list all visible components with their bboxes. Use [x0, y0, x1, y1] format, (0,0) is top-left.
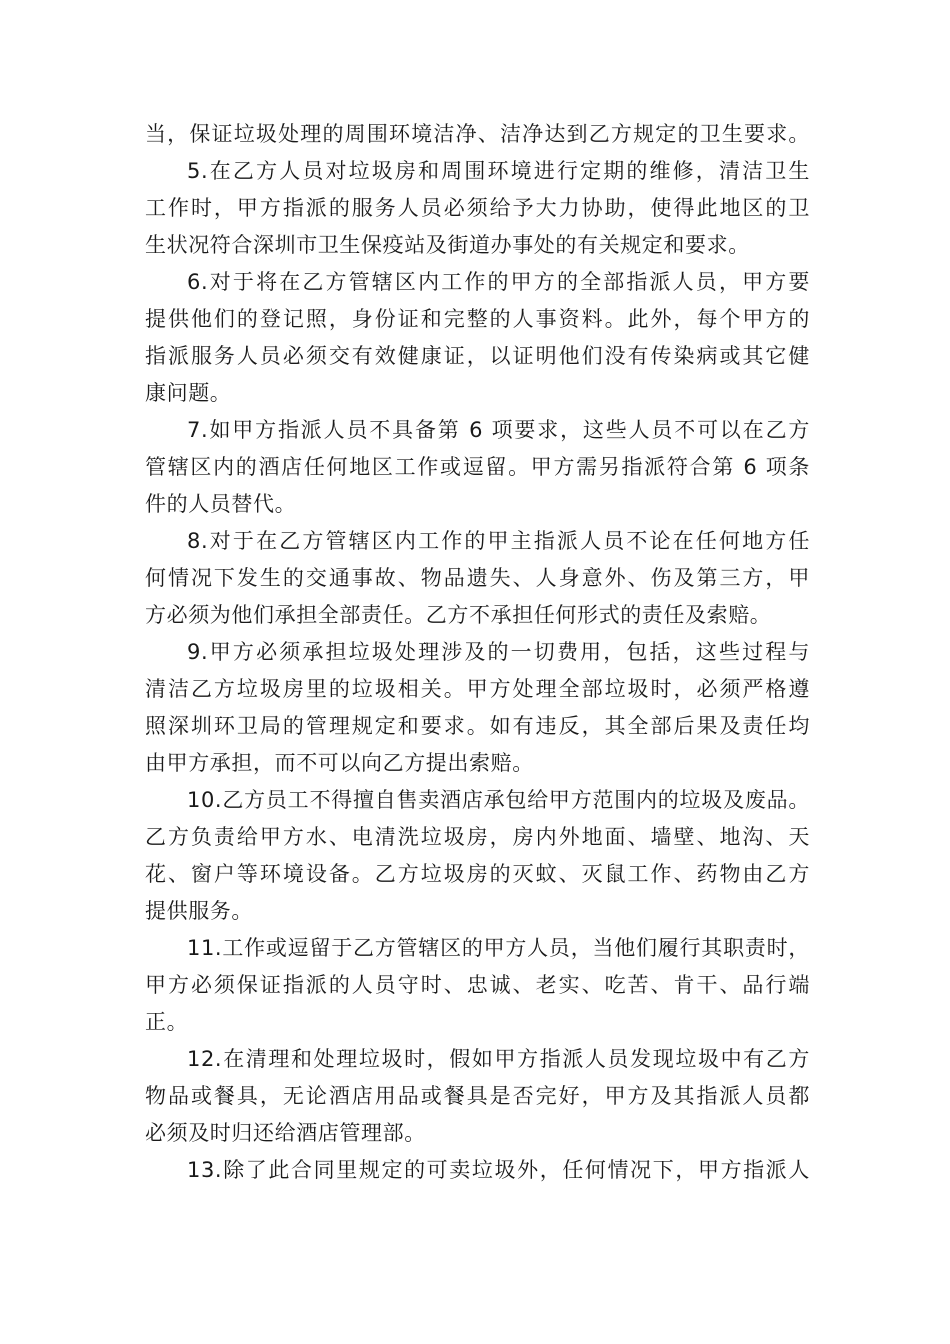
- text-line: 清洁乙方垃圾房里的垃圾相关。甲方处理全部垃圾时，必须严格遵: [145, 677, 810, 701]
- text-line: 提供他们的登记照，身份证和完整的人事资料。此外，每个甲方的: [145, 307, 810, 331]
- clause-10-line: 10.乙方员工不得擅自售卖酒店承包给甲方范围内的垃圾及废品。: [187, 788, 810, 812]
- text-line: 工作时，甲方指派的服务人员必须给予大力协助，使得此地区的卫: [145, 196, 810, 220]
- clause-9-line: 9.甲方必须承担垃圾处理涉及的一切费用，包括，这些过程与: [187, 640, 810, 664]
- text-line: 件的人员替代。: [145, 492, 297, 516]
- clause-5-line: 5.在乙方人员对垃圾房和周围环境进行定期的维修，清洁卫生: [187, 159, 810, 183]
- text-line: 提供服务。: [145, 899, 253, 923]
- clause-8-line: 8.对于在乙方管辖区内工作的甲主指派人员不论在任何地方任: [187, 529, 810, 553]
- clause-6-line: 6.对于将在乙方管辖区内工作的甲方的全部指派人员，甲方要: [187, 270, 810, 294]
- text-line: 花、窗户等环境设备。乙方垃圾房的灭蚊、灭鼠工作、药物由乙方: [145, 862, 810, 886]
- text-line: 必须及时归还给酒店管理部。: [145, 1121, 426, 1145]
- text-line: 生状况符合深圳市卫生保疫站及街道办事处的有关规定和要求。: [145, 233, 750, 257]
- text-line: 由甲方承担，而不可以向乙方提出索赔。: [145, 751, 534, 775]
- text-line: 指派服务人员必须交有效健康证，以证明他们没有传染病或其它健: [145, 344, 810, 368]
- text-line: 方必须为他们承担全部责任。乙方不承担任何形式的责任及索赔。: [145, 603, 772, 627]
- text-line: 照深圳环卫局的管理规定和要求。如有违反，其全部后果及责任均: [145, 714, 810, 738]
- text-line: 何情况下发生的交通事故、物品遗失、人身意外、伤及第三方，甲: [145, 566, 810, 590]
- text-line: 管辖区内的酒店任何地区工作或逗留。甲方需另指派符合第 6 项条: [145, 455, 810, 479]
- text-line: 甲方必须保证指派的人员守时、忠诚、老实、吃苦、肯干、品行端: [145, 973, 810, 997]
- text-line: 当，保证垃圾处理的周围环境洁净、洁净达到乙方规定的卫生要求。: [145, 122, 810, 146]
- clause-13-line: 13.除了此合同里规定的可卖垃圾外，任何情况下，甲方指派人: [187, 1158, 810, 1182]
- text-line: 正。: [145, 1010, 189, 1034]
- contract-text-body: [145, 116, 810, 1189]
- text-line: 物品或餐具，无论酒店用品或餐具是否完好，甲方及其指派人员都: [145, 1084, 810, 1108]
- text-line: 乙方负责给甲方水、电清洗垃圾房，房内外地面、墙壁、地沟、天: [145, 825, 810, 849]
- text-line: 康问题。: [145, 381, 232, 405]
- clause-11-line: 11.工作或逗留于乙方管辖区的甲方人员，当他们履行其职责时，: [187, 936, 810, 960]
- clause-12-line: 12.在清理和处理垃圾时，假如甲方指派人员发现垃圾中有乙方: [187, 1047, 810, 1071]
- clause-7-line: 7.如甲方指派人员不具备第 6 项要求，这些人员不可以在乙方: [187, 418, 810, 442]
